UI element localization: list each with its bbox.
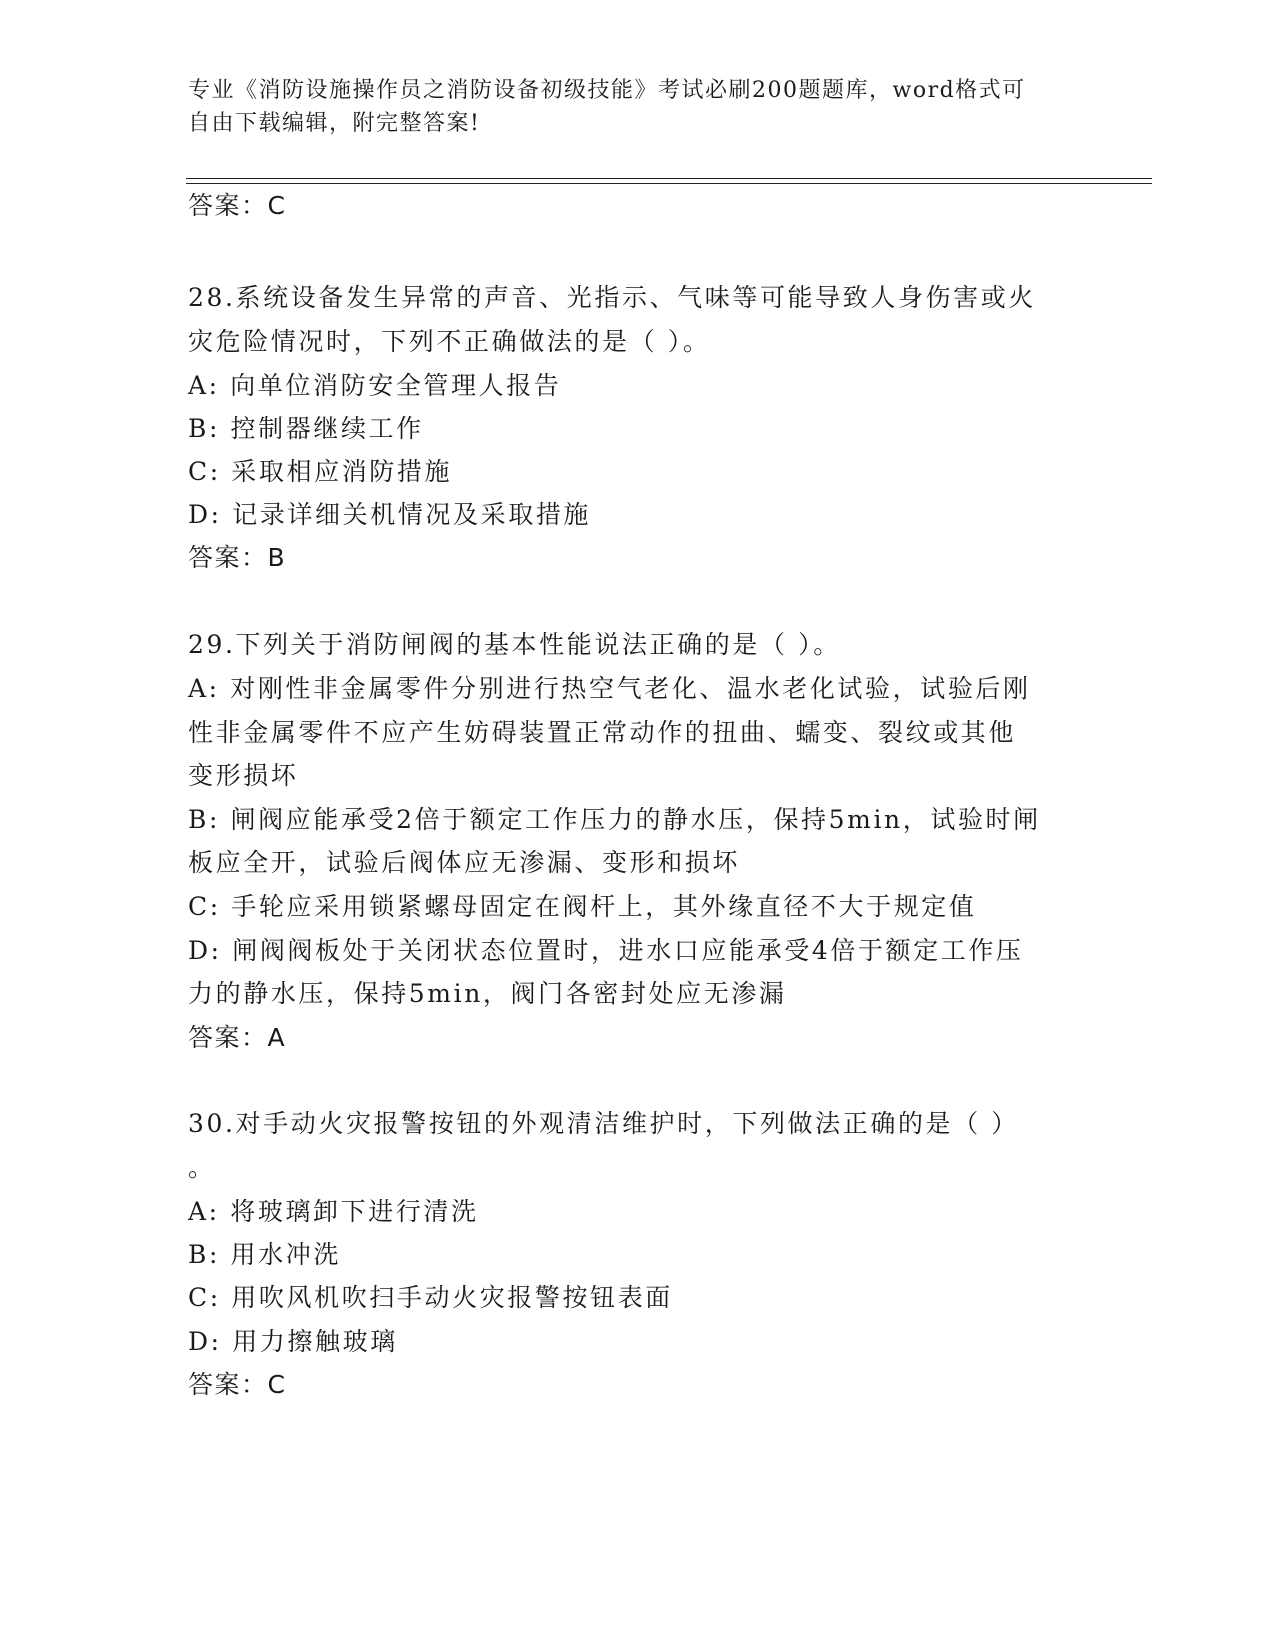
question-stem-line: 28.系统设备发生异常的声音、光指示、气味等可能导致人身伤害或火 xyxy=(188,283,1036,312)
option-d-line: D: 用力擦触玻璃 xyxy=(188,1327,398,1356)
option-c-line: C: 用吹风机吹扫手动火灾报警按钮表面 xyxy=(188,1283,673,1312)
option-c-line: C: 手轮应采用锁紧螺母固定在阀杆上，其外缘直径不大于规定值 xyxy=(188,892,977,921)
header-rule-top xyxy=(186,178,1152,179)
option-b-line: B: 用水冲洗 xyxy=(188,1240,341,1269)
option-d-line: 力的静水压，保持5min，阀门各密封处应无渗漏 xyxy=(188,979,787,1008)
previous-answer: 答案：C xyxy=(188,191,287,220)
question-stem-line: 灾危险情况时，下列不正确做法的是（ ）。 xyxy=(188,327,711,356)
option-a-line: 性非金属零件不应产生妨碍装置正常动作的扭曲、蠕变、裂纹或其他 xyxy=(188,718,1017,747)
header-rule-bottom xyxy=(186,183,1152,184)
option-b-line: B: 闸阀应能承受2倍于额定工作压力的静水压，保持5min，试验时闸 xyxy=(188,805,1041,834)
option-c-line: C: 采取相应消防措施 xyxy=(188,457,453,486)
question-stem-line: 29.下列关于消防闸阀的基本性能说法正确的是（ ）。 xyxy=(188,630,841,659)
answer-label: 答案：A xyxy=(188,1023,287,1052)
option-d-line: D: 闸阀阀板处于关闭状态位置时，进水口应能承受4倍于额定工作压 xyxy=(188,936,1024,965)
answer-label: 答案：B xyxy=(188,543,287,572)
question-stem-line: 30.对手动火灾报警按钮的外观清洁维护时，下列做法正确的是（ ） xyxy=(188,1109,1019,1138)
option-a-line: A: 对刚性非金属零件分别进行热空气老化、温水老化试验，试验后刚 xyxy=(188,674,1031,703)
option-a-line: A: 向单位消防安全管理人报告 xyxy=(188,371,562,400)
option-b-line: 板应全开，试验后阀体应无渗漏、变形和损坏 xyxy=(188,848,741,877)
option-b-line: B: 控制器继续工作 xyxy=(188,414,424,443)
document-header xyxy=(188,74,1088,140)
option-a-line: 变形损坏 xyxy=(188,761,299,790)
answer-label: 答案：C xyxy=(188,1370,287,1399)
question-stem-line: 。 xyxy=(188,1153,216,1182)
option-a-line: A: 将玻璃卸下进行清洗 xyxy=(188,1197,479,1226)
option-d-line: D: 记录详细关机情况及采取措施 xyxy=(188,500,592,529)
header-line-2: 自由下载编辑，附完整答案! xyxy=(188,111,481,136)
header-line-1: 专业《消防设施操作员之消防设备初级技能》考试必刷200题题库，word格式可 xyxy=(188,78,1026,103)
